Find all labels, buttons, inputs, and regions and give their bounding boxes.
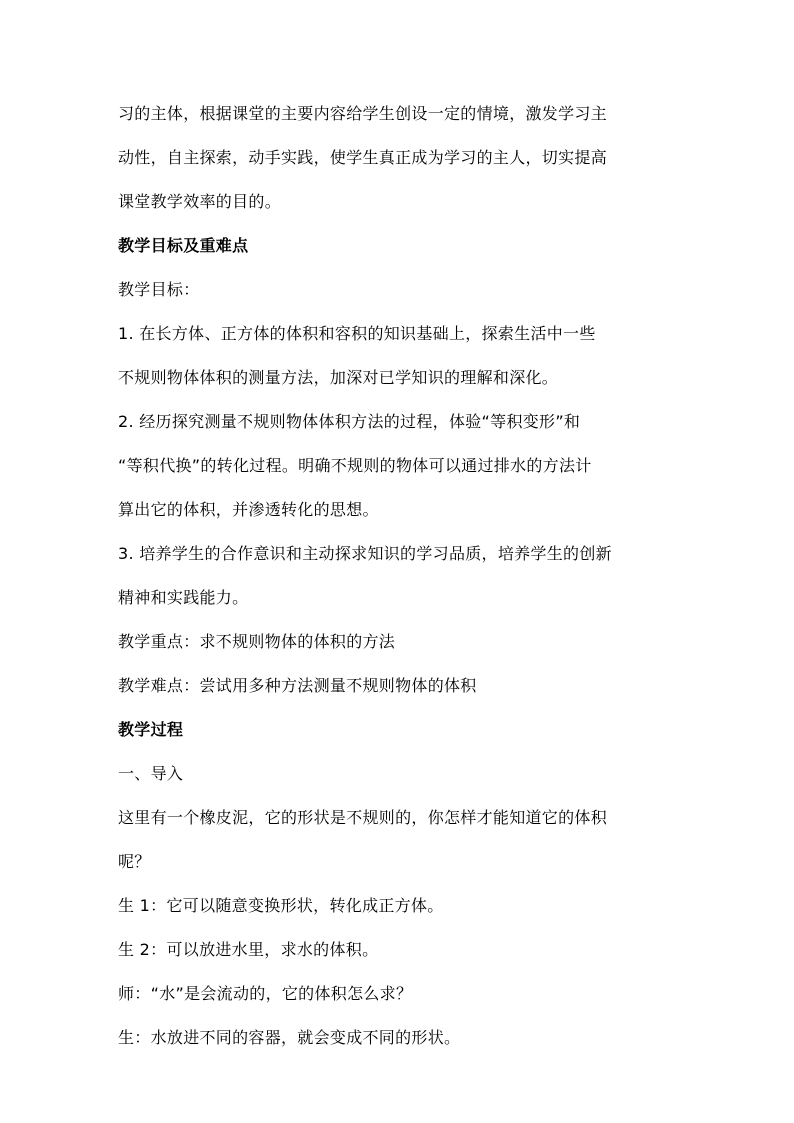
key-point: 教学重点：求不规则物体的体积的方法 — [118, 632, 396, 651]
objective-3-line-2: 精神和实践能力。 — [118, 588, 249, 607]
intro-line-3: 课堂教学效率的目的。 — [118, 192, 282, 211]
objective-1 — [118, 316, 684, 396]
document-page — [118, 96, 684, 1056]
intro-line-2: 动性，自主探索，动手实践，使学生真正成为学习的主人，切实提高 — [118, 148, 608, 167]
intro-paragraph — [118, 96, 684, 220]
objectives-heading: 教学目标及重难点 — [118, 236, 249, 255]
objective-1-line-1: 1. 在长方体、正方体的体积和容积的知识基础上，探索生活中一些 — [118, 324, 596, 343]
objective-3 — [118, 536, 684, 616]
section-1-title: 一、导入 — [118, 764, 184, 783]
student-answer: 生：水放进不同的容器，就会变成不同的形状。 — [118, 1028, 461, 1047]
objective-3-line-1: 3. 培养学生的合作意识和主动探求知识的学习品质，培养学生的创新 — [118, 544, 612, 563]
objective-2 — [118, 404, 684, 528]
objective-2-line-3: 算出它的体积，并渗透转化的思想。 — [118, 500, 379, 519]
intro-question — [118, 800, 684, 880]
student-1-answer: 生 1：它可以随意变换形状，转化成正方体。 — [118, 896, 444, 915]
intro-line-1: 习的主体，根据课堂的主要内容给学生创设一定的情境，激发学习主 — [118, 104, 608, 123]
objective-2-line-1: 2. 经历探究测量不规则物体体积方法的过程，体验“等积变形”和 — [118, 412, 581, 431]
intro-question-line-1: 这里有一个橡皮泥，它的形状是不规则的，你怎样才能知道它的体积 — [118, 808, 608, 827]
objectives-label: 教学目标： — [118, 280, 200, 299]
objective-2-line-2: “等积代换”的转化过程。明确不规则的物体可以通过排水的方法计 — [118, 456, 592, 475]
student-2-answer: 生 2：可以放进水里，求水的体积。 — [118, 940, 379, 959]
objective-1-line-2: 不规则物体体积的测量方法，加深对已学知识的理解和深化。 — [118, 368, 559, 387]
intro-question-line-2: 呢？ — [118, 852, 151, 871]
difficult-point: 教学难点：尝试用多种方法测量不规则物体的体积 — [118, 676, 477, 695]
process-heading: 教学过程 — [118, 720, 184, 739]
teacher-question: 师：“水”是会流动的，它的体积怎么求？ — [118, 984, 413, 1003]
